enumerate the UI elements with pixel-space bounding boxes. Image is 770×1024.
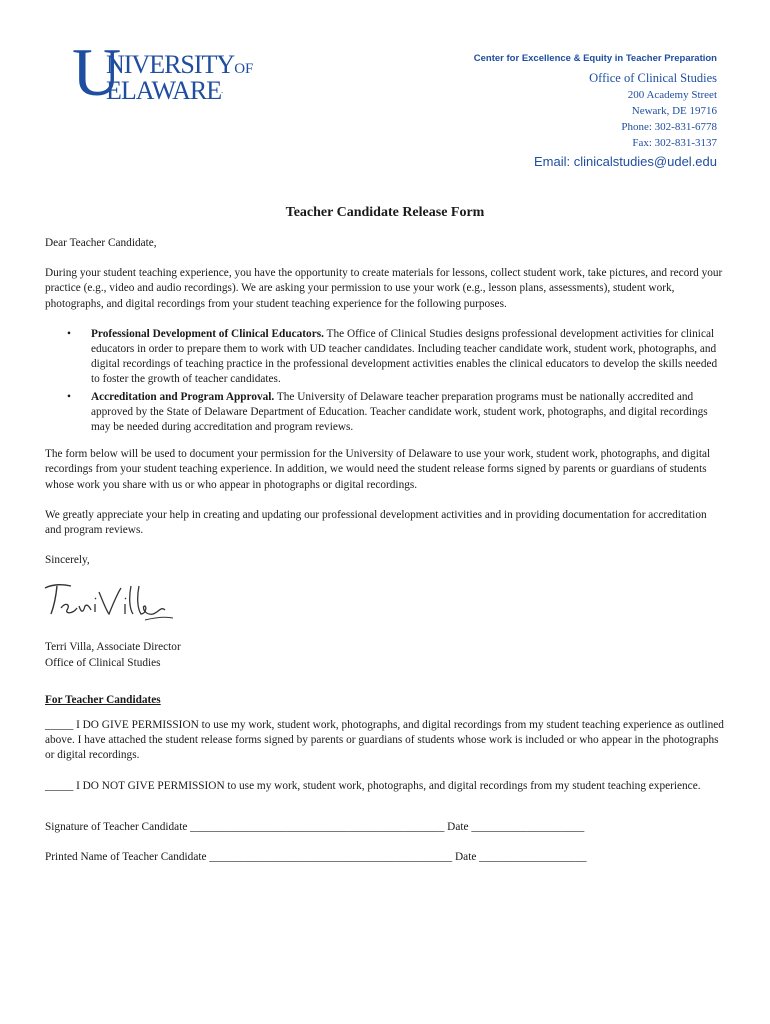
closing: Sincerely,: [45, 554, 90, 567]
appreciation-paragraph: We greatly appreciate your help in creating and updating our professional development activities and in providing documentation for accreditation and program reviews.: [45, 508, 707, 537]
intro-paragraph: During your student teaching experience, you have the opportunity to create materials for lessons, collect student work, take pictures, and record your practice (e.g., video and audio recordings). We are asking your permission to use your work (e.g., lesson plans, assessments), student work, photographs, and digital recordings from your student teaching experience for the following purposes.: [45, 267, 723, 310]
center-name: Center for Excellence & Equity in Teacher Preparation: [473, 53, 717, 64]
greeting: Dear Teacher Candidate,: [45, 237, 157, 249]
logo-line-delaware: ELAWARE.: [106, 76, 224, 105]
address-line-2: Newark, DE 19716: [631, 105, 717, 117]
section-heading: For Teacher Candidates: [45, 693, 161, 706]
fax: Fax: 302-831-3137: [632, 137, 717, 149]
logo-letter-u: U: [72, 34, 122, 110]
email-link[interactable]: Email: clinicalstudies@udel.edu: [533, 154, 717, 169]
list-item: • Professional Development of Clinical Educators. The Office of Clinical Studies designs professional development activities for clinical educators in order to prepare them to work with UD teacher candidates. Including teacher candidate work, student work, photographs, and digital recordings of teaching practice in the professional development activities enables the clinical educators to develop the skills needed to foster the growth of teacher candidates.: [91, 327, 725, 388]
letterhead-contact: [417, 52, 717, 169]
letter-body: [45, 236, 725, 880]
signer-office: Office of Clinical Studies: [45, 656, 161, 669]
printed-name-field[interactable]: Printed Name of Teacher Candidate ___________________________________________ Date ___________________: [45, 851, 587, 864]
university-logo: [72, 34, 254, 110]
office-name: Office of Clinical Studies: [589, 71, 717, 85]
signer-name: Terri Villa, Associate Director: [45, 641, 181, 654]
purpose-list: [45, 327, 725, 435]
signer-block: [45, 640, 725, 670]
phone: Phone: 302-831-6778: [621, 121, 717, 133]
permission-deny-option[interactable]: _____ I DO NOT GIVE PERMISSION to use my work, student work, photographs, and digital recordings from my student teaching experience.: [45, 779, 701, 792]
address-line-1: 200 Academy Street: [627, 89, 717, 101]
signature-image: [41, 574, 181, 626]
form-purpose-paragraph: The form below will be used to document your permission for the University of Delaware to use your work, student work, photographs, and digital recordings from your student teaching experience. In addition, we would need the student release forms signed by parents or guardians of students whose work you share with us or who appear in photographs or digital recordings.: [45, 448, 711, 491]
list-item: • Accreditation and Program Approval. The University of Delaware teacher preparation programs must be nationally accredited and approved by the State of Delaware Department of Education. Teacher candidate work, student work, photographs, and digital recordings may be needed during accreditation and program reviews.: [91, 390, 725, 436]
handwritten-signature: [41, 574, 725, 626]
logo-line-university: NIVERSITYOF: [106, 50, 254, 79]
permission-give-option[interactable]: _____ I DO GIVE PERMISSION to use my work, student work, photographs, and digital recordings from my student teaching experience as outlined above. I have attached the student release forms signed by parents or guardians of students whose work is included or who appear in the photographs or digital recordings.: [45, 719, 724, 762]
signature-field[interactable]: Signature of Teacher Candidate _____________________________________________ Date ____________________: [45, 820, 585, 833]
form-title: Teacher Candidate Release Form: [285, 205, 485, 220]
